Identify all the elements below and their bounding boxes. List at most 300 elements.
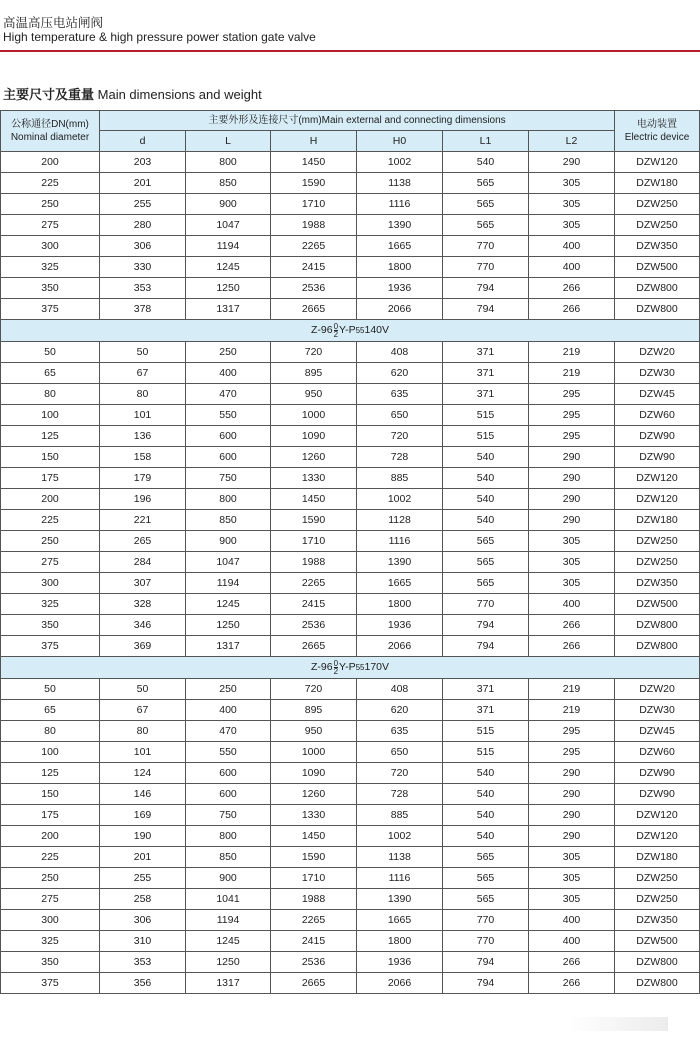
table-cell: 325 [1, 594, 100, 615]
table-cell: 1002 [357, 826, 443, 847]
model-fraction [334, 323, 338, 338]
table-cell: 900 [186, 194, 271, 215]
table-cell: 290 [529, 468, 615, 489]
table-cell: DZW120 [615, 826, 700, 847]
table-cell: 565 [443, 531, 529, 552]
table-cell: 1260 [271, 784, 357, 805]
table-cell: 219 [529, 700, 615, 721]
model-suffix: 140V [364, 324, 390, 336]
table-cell: 728 [357, 784, 443, 805]
table-cell: 794 [443, 615, 529, 636]
table-cell: 850 [186, 173, 271, 194]
table-cell: DZW120 [615, 805, 700, 826]
table-cell: 2415 [271, 594, 357, 615]
table-row [1, 889, 700, 910]
table-row [1, 405, 700, 426]
table-cell: 80 [1, 384, 100, 405]
table-cell: 2415 [271, 257, 357, 278]
table-row [1, 973, 700, 994]
table-cell: 850 [186, 510, 271, 531]
table-cell: 306 [100, 910, 186, 931]
table-row [1, 257, 700, 278]
table-row [1, 552, 700, 573]
table-cell: 540 [443, 510, 529, 531]
table-cell: 1800 [357, 594, 443, 615]
table-cell: 295 [529, 721, 615, 742]
table-cell: 750 [186, 468, 271, 489]
table-cell: 794 [443, 952, 529, 973]
table-cell: 565 [443, 847, 529, 868]
table-cell: 350 [1, 278, 100, 299]
table-row [1, 615, 700, 636]
table-cell: 305 [529, 868, 615, 889]
table-cell: 2415 [271, 931, 357, 952]
table-cell: 200 [1, 826, 100, 847]
table-cell: 408 [357, 679, 443, 700]
table-cell: 225 [1, 173, 100, 194]
table-cell: 1317 [186, 636, 271, 657]
table-cell: 258 [100, 889, 186, 910]
table-cell: 375 [1, 299, 100, 320]
table-row [1, 215, 700, 236]
table-cell: 794 [443, 636, 529, 657]
table-cell: DZW500 [615, 257, 700, 278]
table-cell: 67 [100, 700, 186, 721]
table-cell: 175 [1, 805, 100, 826]
table-cell: 295 [529, 405, 615, 426]
table-cell: 1450 [271, 826, 357, 847]
table-row [1, 805, 700, 826]
table-cell: 124 [100, 763, 186, 784]
table-cell: 720 [271, 342, 357, 363]
table-cell: 635 [357, 384, 443, 405]
model-fraction [334, 660, 338, 675]
table-cell: 300 [1, 236, 100, 257]
table-cell: 275 [1, 215, 100, 236]
table-cell: 100 [1, 742, 100, 763]
table-cell: 550 [186, 742, 271, 763]
section-title [3, 84, 262, 103]
table-cell: 306 [100, 236, 186, 257]
table-cell: 1590 [271, 847, 357, 868]
table-cell: 400 [186, 363, 271, 384]
header-divider [0, 50, 700, 52]
table-cell: 1710 [271, 194, 357, 215]
table-cell: 369 [100, 636, 186, 657]
table-cell: 1250 [186, 278, 271, 299]
table-cell: DZW800 [615, 278, 700, 299]
table-cell: 125 [1, 426, 100, 447]
table-cell: 720 [357, 763, 443, 784]
table-cell: 305 [529, 194, 615, 215]
model-row [1, 320, 700, 342]
table-cell: 1138 [357, 847, 443, 868]
table-cell: 1710 [271, 531, 357, 552]
table-cell: 565 [443, 889, 529, 910]
table-cell: DZW60 [615, 742, 700, 763]
table-cell: 470 [186, 384, 271, 405]
table-cell: DZW500 [615, 594, 700, 615]
table-cell: 1317 [186, 299, 271, 320]
table-row [1, 931, 700, 952]
table-cell: 2536 [271, 952, 357, 973]
table-row [1, 173, 700, 194]
table-cell: 266 [529, 952, 615, 973]
table-cell: 179 [100, 468, 186, 489]
table-cell: 1245 [186, 594, 271, 615]
table-cell: 1590 [271, 173, 357, 194]
table-row [1, 700, 700, 721]
table-cell: 305 [529, 552, 615, 573]
table-row [1, 679, 700, 700]
table-cell: DZW30 [615, 700, 700, 721]
table-cell: 770 [443, 594, 529, 615]
table-cell: DZW800 [615, 636, 700, 657]
table-cell: 540 [443, 826, 529, 847]
table-cell: 266 [529, 278, 615, 299]
table-cell: 1590 [271, 510, 357, 531]
table-cell: 266 [529, 973, 615, 994]
table-cell: 221 [100, 510, 186, 531]
table-cell: 1250 [186, 615, 271, 636]
table-row [1, 236, 700, 257]
table-cell: DZW250 [615, 215, 700, 236]
table-cell: 728 [357, 447, 443, 468]
header-device-cn: 电动装置 [637, 119, 678, 130]
table-cell: 565 [443, 215, 529, 236]
table-cell: 1450 [271, 489, 357, 510]
table-cell: 200 [1, 489, 100, 510]
table-cell: 1090 [271, 426, 357, 447]
table-cell: 2665 [271, 636, 357, 657]
table-cell: 280 [100, 215, 186, 236]
table-cell: DZW120 [615, 489, 700, 510]
table-cell: 169 [100, 805, 186, 826]
table-cell: 250 [186, 342, 271, 363]
table-cell: 1138 [357, 173, 443, 194]
model-mid: Y-P [339, 324, 356, 336]
table-cell: 800 [186, 826, 271, 847]
table-cell: 565 [443, 868, 529, 889]
table-cell: 375 [1, 636, 100, 657]
table-cell: 1194 [186, 236, 271, 257]
page-subtitle: High temperature & high pressure power station gate valve [3, 30, 316, 44]
table-cell: 400 [529, 931, 615, 952]
table-cell: 65 [1, 700, 100, 721]
model-subscript: 55 [355, 663, 365, 672]
table-row [1, 510, 700, 531]
table-cell: 1000 [271, 742, 357, 763]
table-cell: 2536 [271, 615, 357, 636]
table-cell: DZW120 [615, 152, 700, 173]
table-cell: DZW350 [615, 573, 700, 594]
table-cell: 290 [529, 763, 615, 784]
table-cell: 101 [100, 405, 186, 426]
table-cell: 720 [357, 426, 443, 447]
table-cell: 550 [186, 405, 271, 426]
table-cell: 1002 [357, 489, 443, 510]
table-row [1, 952, 700, 973]
table-cell: 1390 [357, 552, 443, 573]
table-row [1, 910, 700, 931]
model-prefix: Z-96 [310, 661, 333, 673]
header-col-d: d [100, 131, 186, 152]
table-cell: 50 [1, 679, 100, 700]
table-cell: 350 [1, 615, 100, 636]
table-cell: 350 [1, 952, 100, 973]
table-cell: 50 [100, 342, 186, 363]
table-cell: 305 [529, 531, 615, 552]
table-cell: DZW250 [615, 531, 700, 552]
table-cell: 950 [271, 721, 357, 742]
header-dn-cn: 公称通径DN(mm) [11, 119, 89, 130]
table-cell: 371 [443, 700, 529, 721]
table-cell: DZW60 [615, 405, 700, 426]
table-cell: 275 [1, 552, 100, 573]
table-cell: 1245 [186, 931, 271, 952]
table-cell: 150 [1, 447, 100, 468]
table-row [1, 784, 700, 805]
table-cell: 356 [100, 973, 186, 994]
table-cell: 1665 [357, 573, 443, 594]
table-row [1, 847, 700, 868]
table-cell: 750 [186, 805, 271, 826]
table-cell: 885 [357, 805, 443, 826]
table-cell: 266 [529, 615, 615, 636]
table-cell: 1002 [357, 152, 443, 173]
table-cell: 1390 [357, 889, 443, 910]
table-cell: 1245 [186, 257, 271, 278]
table-cell: 650 [357, 405, 443, 426]
table-cell: DZW250 [615, 194, 700, 215]
table-row [1, 342, 700, 363]
table-cell: DZW800 [615, 952, 700, 973]
table-cell: DZW250 [615, 868, 700, 889]
table-row [1, 721, 700, 742]
section-title-en: Main dimensions and weight [97, 87, 262, 102]
table-cell: 540 [443, 447, 529, 468]
table-cell: 1116 [357, 868, 443, 889]
table-cell: 50 [100, 679, 186, 700]
table-cell: 295 [529, 742, 615, 763]
header-col-h0: H0 [357, 131, 443, 152]
table-cell: 2066 [357, 973, 443, 994]
table-cell: 1116 [357, 194, 443, 215]
table-cell: 635 [357, 721, 443, 742]
table-cell: DZW800 [615, 299, 700, 320]
table-cell: 290 [529, 805, 615, 826]
table-cell: 794 [443, 278, 529, 299]
table-cell: 1194 [186, 910, 271, 931]
table-cell: 895 [271, 700, 357, 721]
table-cell: 325 [1, 257, 100, 278]
table-cell: 2536 [271, 278, 357, 299]
table-row [1, 868, 700, 889]
table-cell: 950 [271, 384, 357, 405]
table-cell: 2066 [357, 299, 443, 320]
table-cell: 1317 [186, 973, 271, 994]
table-cell: 275 [1, 889, 100, 910]
table-cell: 800 [186, 152, 271, 173]
table-cell: 1260 [271, 447, 357, 468]
table-cell: 400 [529, 594, 615, 615]
table-cell: 290 [529, 152, 615, 173]
table-cell: 1330 [271, 805, 357, 826]
table-row [1, 531, 700, 552]
table-cell: 620 [357, 700, 443, 721]
table-cell: 565 [443, 194, 529, 215]
table-cell: 265 [100, 531, 186, 552]
table-row [1, 299, 700, 320]
table-cell: 146 [100, 784, 186, 805]
model-subscript: 55 [355, 326, 365, 335]
section-title-cn: 主要尺寸及重量 [3, 87, 95, 102]
table-cell: 290 [529, 447, 615, 468]
table-cell: 600 [186, 784, 271, 805]
table-cell: 794 [443, 973, 529, 994]
table-cell: 1936 [357, 278, 443, 299]
table-cell: 540 [443, 805, 529, 826]
table-cell: 100 [1, 405, 100, 426]
table-cell: DZW30 [615, 363, 700, 384]
table-cell: 600 [186, 426, 271, 447]
table-cell: 565 [443, 173, 529, 194]
table-row [1, 594, 700, 615]
header-col-l2: L2 [529, 131, 615, 152]
table-cell: 620 [357, 363, 443, 384]
table-cell: 1047 [186, 552, 271, 573]
table-cell: 1665 [357, 236, 443, 257]
table-cell: 515 [443, 721, 529, 742]
model-label [1, 657, 700, 679]
table-row [1, 742, 700, 763]
table-row [1, 573, 700, 594]
table-cell: 101 [100, 742, 186, 763]
table-cell: DZW120 [615, 468, 700, 489]
table-cell: 540 [443, 152, 529, 173]
table-cell: 371 [443, 384, 529, 405]
header-electric-device [615, 111, 700, 152]
table-cell: 196 [100, 489, 186, 510]
table-cell: 2265 [271, 910, 357, 931]
table-cell: 300 [1, 573, 100, 594]
table-cell: 1936 [357, 615, 443, 636]
header-col-l: L [186, 131, 271, 152]
watermark [568, 1017, 668, 1031]
table-cell: 2066 [357, 636, 443, 657]
header-dimensions-group: 主要外形及连接尺寸(mm)Main external and connecting dimensions [100, 111, 615, 131]
table-cell: 565 [443, 573, 529, 594]
table-cell: 201 [100, 173, 186, 194]
table-cell: 600 [186, 763, 271, 784]
table-cell: 353 [100, 278, 186, 299]
table-cell: 2265 [271, 236, 357, 257]
table-cell: DZW180 [615, 510, 700, 531]
table-row [1, 194, 700, 215]
table-cell: 600 [186, 447, 271, 468]
table-cell: 330 [100, 257, 186, 278]
table-cell: 400 [529, 257, 615, 278]
table-cell: 290 [529, 784, 615, 805]
table-cell: 515 [443, 426, 529, 447]
table-cell: 371 [443, 363, 529, 384]
table-cell: 305 [529, 215, 615, 236]
table-cell: 371 [443, 679, 529, 700]
table-cell: 408 [357, 342, 443, 363]
table-cell: 300 [1, 910, 100, 931]
table-cell: 80 [100, 384, 186, 405]
table-cell: 1665 [357, 910, 443, 931]
table-cell: 1450 [271, 152, 357, 173]
header-device-en: Electric device [624, 132, 690, 143]
table-cell: 1250 [186, 952, 271, 973]
table-cell: 1800 [357, 931, 443, 952]
table-cell: 1041 [186, 889, 271, 910]
table-cell: 770 [443, 236, 529, 257]
table-cell: DZW45 [615, 384, 700, 405]
table-cell: 650 [357, 742, 443, 763]
table-cell: 295 [529, 426, 615, 447]
table-cell: 190 [100, 826, 186, 847]
table-cell: DZW250 [615, 889, 700, 910]
table-cell: 295 [529, 384, 615, 405]
table-cell: 770 [443, 931, 529, 952]
model-fraction-den: 2 [333, 666, 339, 676]
table-cell: 1390 [357, 215, 443, 236]
header-dn-en: Nominal diameter [10, 132, 90, 143]
table-cell: 770 [443, 257, 529, 278]
table-cell: 540 [443, 763, 529, 784]
table-cell: 353 [100, 952, 186, 973]
table-cell: 136 [100, 426, 186, 447]
table-cell: 266 [529, 636, 615, 657]
table-cell: 540 [443, 489, 529, 510]
table-cell: 67 [100, 363, 186, 384]
table-cell: DZW800 [615, 615, 700, 636]
table-row [1, 152, 700, 173]
header-col-l1: L1 [443, 131, 529, 152]
table-cell: DZW90 [615, 447, 700, 468]
table-cell: 65 [1, 363, 100, 384]
table-cell: 290 [529, 826, 615, 847]
table-cell: 305 [529, 573, 615, 594]
table-cell: 266 [529, 299, 615, 320]
table-cell: 250 [1, 194, 100, 215]
table-cell: 1710 [271, 868, 357, 889]
table-cell: DZW500 [615, 931, 700, 952]
table-cell: 219 [529, 342, 615, 363]
model-label [1, 320, 700, 342]
table-cell: 80 [100, 721, 186, 742]
table-row [1, 426, 700, 447]
table-cell: DZW250 [615, 552, 700, 573]
model-fraction-num: 0 [333, 321, 339, 331]
table-row [1, 763, 700, 784]
table-cell: 1988 [271, 889, 357, 910]
model-mid: Y-P [339, 661, 356, 673]
table-cell: 885 [357, 468, 443, 489]
table-cell: 255 [100, 194, 186, 215]
table-cell: 400 [529, 236, 615, 257]
table-cell: DZW350 [615, 910, 700, 931]
table-cell: 800 [186, 489, 271, 510]
table-cell: 150 [1, 784, 100, 805]
header-nominal-diameter [1, 111, 100, 152]
table-cell: 346 [100, 615, 186, 636]
table-body [1, 152, 700, 994]
table-cell: 794 [443, 299, 529, 320]
table-row [1, 363, 700, 384]
